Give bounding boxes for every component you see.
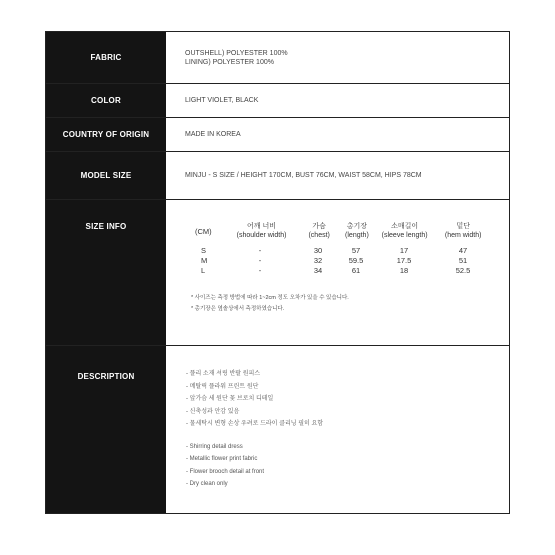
list-item: - 플리 소재 셔링 반팔 원피스 — [186, 371, 261, 377]
size-table-body — [193, 246, 493, 276]
model-size-label: MODEL SIZE — [46, 152, 166, 199]
header-sleeve-en: (sleeve length) — [381, 232, 428, 239]
size-info-row — [46, 200, 509, 345]
header-length-en: (length) — [345, 232, 369, 239]
fabric-label: FABRIC — [46, 32, 166, 83]
size-cell: - — [258, 266, 262, 275]
size-cell: 17 — [399, 246, 409, 255]
header-hem-ko: 밑단 — [456, 223, 470, 230]
size-cell: 57 — [351, 246, 361, 255]
header-chest-en: (chest) — [308, 232, 330, 239]
color-label: COLOR — [46, 84, 166, 117]
model-size-row — [46, 152, 509, 199]
size-cell: 30 — [313, 246, 323, 255]
size-cell: 47 — [458, 246, 468, 255]
header-sleeve — [376, 222, 434, 242]
origin-row — [46, 118, 509, 151]
table-row — [193, 246, 493, 256]
size-note: * 총기장은 옆솔상에서 측정하였습니다. — [191, 306, 285, 312]
fabric-outshell: OUTSHELL) POLYESTER 100% — [185, 49, 288, 57]
size-cell: - — [258, 256, 262, 265]
size-cell: 17.5 — [396, 256, 412, 265]
model-size-value: MINJU - S SIZE / HEIGHT 170CM, BUST 76CM, WAIST 58CM, HIPS 78CM — [185, 172, 422, 179]
list-item: - 신축성과 안감 있음 — [186, 408, 240, 415]
header-hem — [433, 222, 493, 242]
header-chest — [300, 222, 338, 242]
spacer — [186, 431, 323, 441]
list-item: - Metallic flower print fabric — [186, 456, 258, 462]
size-table-header — [193, 222, 493, 242]
header-shoulder-ko: 어깨 너비 — [247, 223, 277, 230]
size-label: L — [201, 266, 206, 275]
size-notes — [191, 293, 349, 315]
description-list — [186, 368, 323, 491]
fabric-row — [46, 32, 509, 83]
header-unit: (CM) — [195, 227, 212, 236]
list-item: - Dry clean only — [186, 481, 228, 487]
fabric-values — [185, 32, 499, 83]
size-cell: 51 — [458, 256, 468, 265]
origin-value: MADE IN KOREA — [185, 131, 241, 138]
table-row — [193, 266, 493, 276]
list-item: - 메탈릭 플라워 프린트 원단 — [186, 383, 259, 390]
list-item: - Shirring detail dress — [186, 443, 243, 450]
product-info-table — [45, 31, 510, 514]
size-cell: 61 — [351, 266, 361, 275]
header-length-ko: 총기장 — [346, 223, 368, 230]
color-value: LIGHT VIOLET, BLACK — [185, 97, 259, 104]
list-item: - 앞가슴 세 원단 꽃 브로치 디테일 — [186, 396, 274, 402]
color-row — [46, 84, 509, 117]
size-label: M — [201, 256, 208, 265]
size-cell: 34 — [313, 266, 323, 275]
description-label: DESCRIPTION — [46, 346, 166, 513]
header-shoulder — [223, 222, 300, 242]
size-table — [193, 222, 493, 276]
list-item: - 물세탁시 변형 손상 우려로 드라이 클리닝 필히 요함 — [186, 421, 324, 427]
size-cell: 52.5 — [455, 266, 471, 275]
size-cell: 59.5 — [348, 256, 364, 265]
size-cell: 18 — [399, 266, 409, 275]
size-cell: 32 — [313, 256, 323, 265]
header-sleeve-ko: 소매길이 — [391, 223, 419, 230]
header-length — [338, 222, 376, 242]
header-chest-ko: 가슴 — [312, 223, 326, 230]
table-row — [193, 256, 493, 266]
size-note: * 사이즈는 측정 방법에 따라 1~2cm 정도 오차가 있을 수 있습니다. — [191, 295, 349, 301]
description-row — [46, 346, 509, 513]
fabric-lining: LINING) POLYESTER 100% — [185, 58, 274, 66]
origin-label: COUNTRY OF ORIGIN — [46, 118, 166, 151]
header-hem-en: (hem width) — [444, 232, 482, 239]
size-label: S — [201, 246, 207, 255]
size-cell: - — [258, 246, 262, 255]
size-info-label: SIZE INFO — [46, 200, 166, 345]
header-shoulder-en: (shoulder width) — [236, 232, 287, 239]
list-item: - Flower brooch detail at front — [186, 468, 265, 475]
